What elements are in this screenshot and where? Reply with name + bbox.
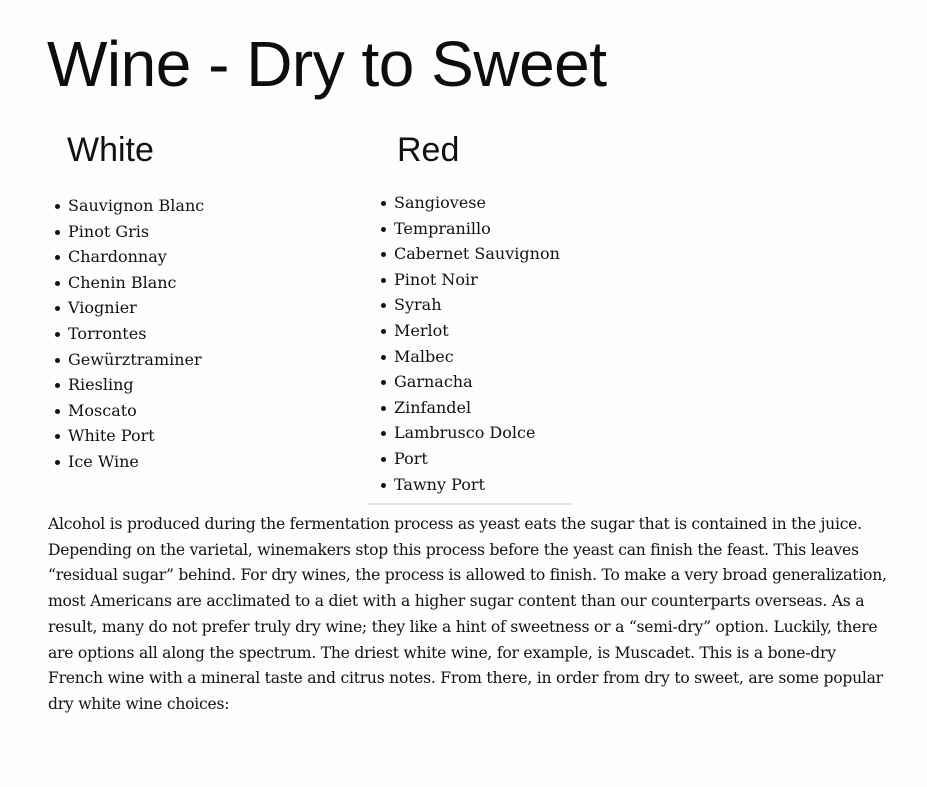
- red-column-heading: Red: [397, 131, 460, 169]
- white-wine-item: Moscato: [48, 398, 204, 424]
- section-divider: [368, 503, 573, 505]
- red-wine-list: [374, 190, 560, 497]
- white-column-heading: White: [67, 131, 154, 169]
- white-wine-item: Chardonnay: [48, 244, 204, 270]
- body-paragraph: Alcohol is produced during the fermentation process as yeast eats the sugar that is contained in the juice. Depending on the varietal, winemakers stop this process before the yeast can finish the feast. This leaves “residual sugar” behind. For dry wines, the process is allowed to finish. To make a very broad generalization, most Americans are acclimated to a diet with a higher sugar content than our counterparts overseas. As a result, many do not prefer truly dry wine; they like a hint of sweetness or a “semi-dry” option. Luckily, there are options all along the spectrum. The driest white wine, for example, is Muscadet. This is a bone-dry French wine with a mineral taste and citrus notes. From there, in order from dry to sweet, are some popular dry white wine choices:: [48, 515, 887, 713]
- red-wine-item: Zinfandel: [374, 395, 560, 421]
- white-wine-item: Chenin Blanc: [48, 270, 204, 296]
- white-wine-list: [48, 193, 204, 475]
- red-wine-item: Malbec: [374, 344, 560, 370]
- red-wine-item: Tawny Port: [374, 472, 560, 498]
- red-wine-item: Pinot Noir: [374, 267, 560, 293]
- white-wine-item: Gewürztraminer: [48, 347, 204, 373]
- red-wine-item: Syrah: [374, 292, 560, 318]
- white-wine-item: Riesling: [48, 372, 204, 398]
- white-wine-item: Ice Wine: [48, 449, 204, 475]
- red-wine-item: Port: [374, 446, 560, 472]
- page-title: Wine - Dry to Sweet: [47, 28, 607, 100]
- white-wine-item: Pinot Gris: [48, 219, 204, 245]
- white-wine-item: Torrontes: [48, 321, 204, 347]
- red-wine-item: Tempranillo: [374, 216, 560, 242]
- white-wine-item: Sauvignon Blanc: [48, 193, 204, 219]
- red-wine-item: Cabernet Sauvignon: [374, 241, 560, 267]
- red-wine-item: Merlot: [374, 318, 560, 344]
- red-wine-item: Sangiovese: [374, 190, 560, 216]
- white-wine-item: White Port: [48, 423, 204, 449]
- white-wine-item: Viognier: [48, 295, 204, 321]
- red-wine-item: Lambrusco Dolce: [374, 420, 560, 446]
- red-wine-item: Garnacha: [374, 369, 560, 395]
